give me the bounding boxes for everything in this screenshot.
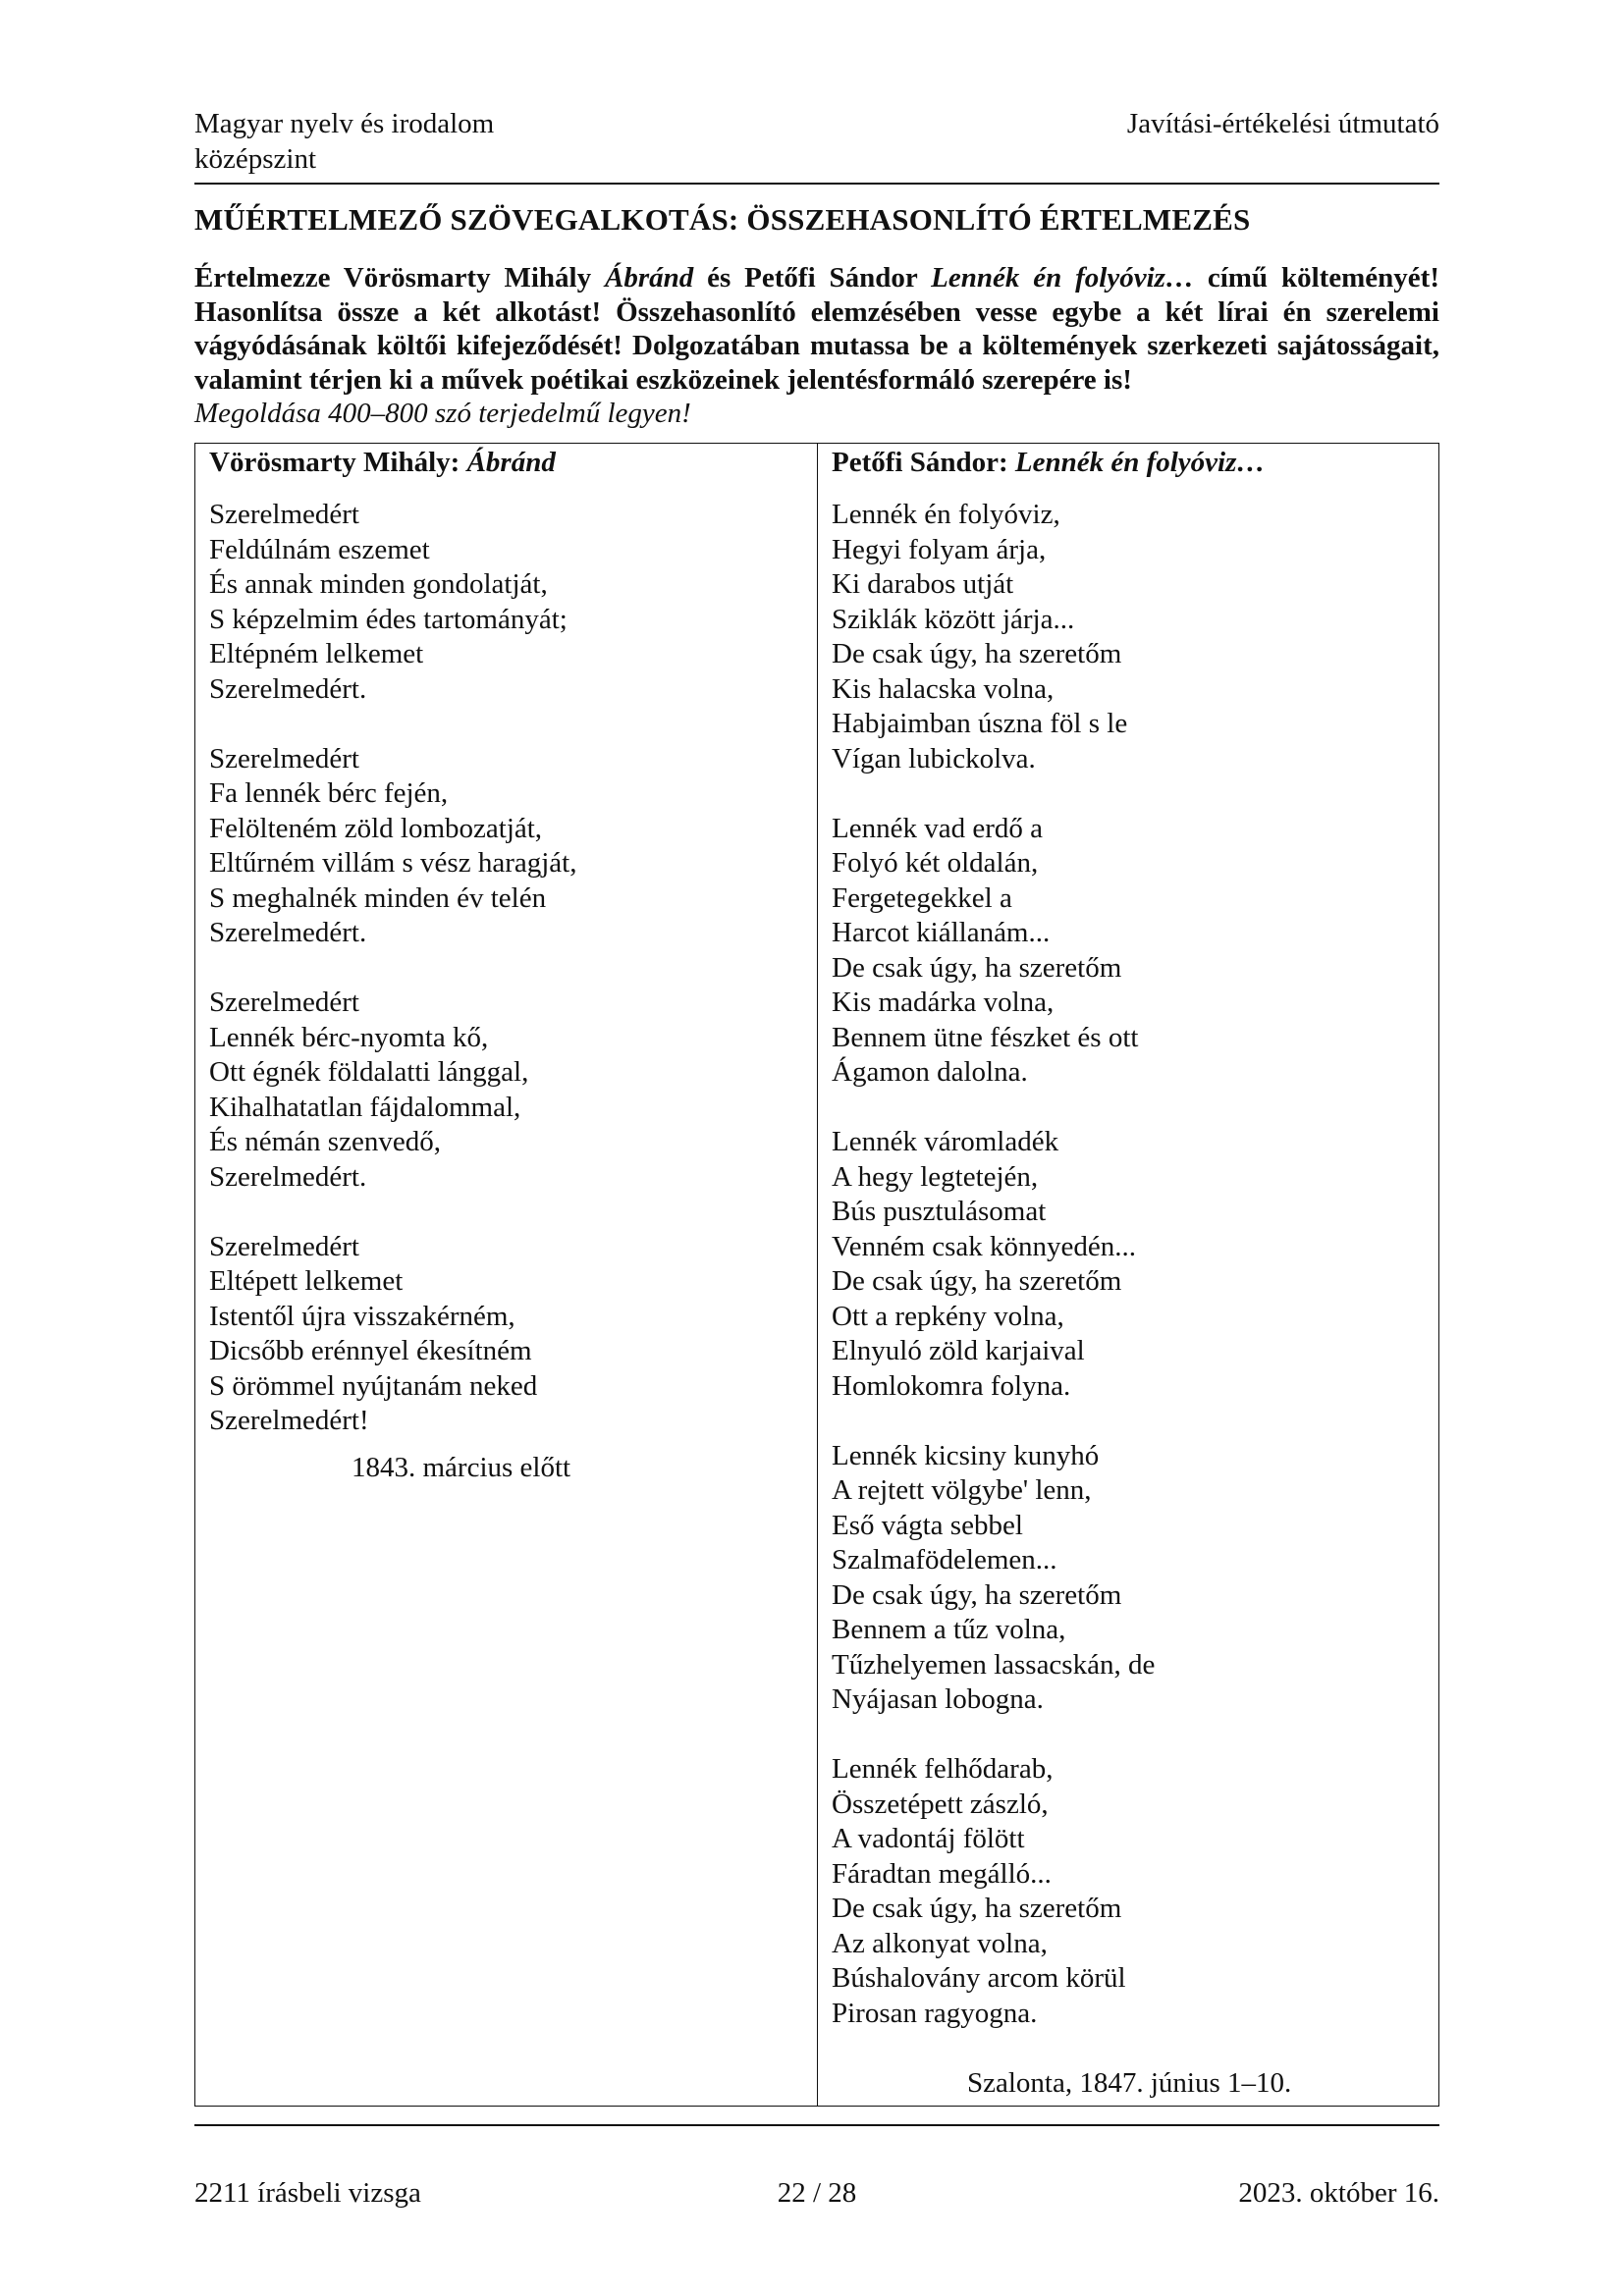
poem-line: De csak úgy, ha szeretőm [832, 951, 1122, 984]
poem-line: Bús pusztulásomat [832, 1196, 1047, 1227]
poem-line: Vígan lubickolva. [832, 742, 1036, 774]
poem-line: Tűzhelyemen lassacskán, de [832, 1648, 1156, 1681]
poem-line: Szerelmedért [209, 1230, 359, 1262]
poem-line: Eltépném lelkemet [209, 638, 424, 669]
header-subject: Magyar nyelv és irodalom [194, 108, 495, 139]
poem-line: Venném csak könnyedén... [832, 1230, 1137, 1262]
poem-line: Búshalovány arcom körül [832, 1962, 1126, 1994]
poem-line: Ki darabos utját [832, 568, 1014, 600]
poem-line: Pirosan ragyogna. [832, 1997, 1038, 2029]
footer-divider [194, 2124, 1439, 2126]
poem-line: S meghalnék minden év telén [209, 881, 547, 914]
poem-line: De csak úgy, ha szeretőm [832, 1893, 1122, 1924]
header-left [194, 106, 494, 177]
poem-line: A vadontáj fölött [832, 1823, 1025, 1854]
header-guide: Javítási-értékelési útmutató [1126, 108, 1439, 139]
poem-line: Habjaimban úszna föl s le [832, 708, 1128, 739]
poem-line: Lennék én folyóviz, [832, 499, 1060, 530]
poem-line: Ott égnék földalatti lánggal, [209, 1056, 529, 1088]
poem-line: Sziklák között járja... [832, 603, 1075, 635]
poem-stanza [209, 1230, 803, 1439]
page-footer [194, 2175, 1439, 2211]
poem-line: Szerelmedért [209, 499, 359, 530]
poem-line: Hegyi folyam árja, [832, 533, 1047, 565]
poem-date: Szalonta, 1847. június 1–10. [967, 2067, 1292, 2099]
poem-line: Fergetegekkel a [832, 881, 1012, 914]
poem-stanza [209, 742, 803, 951]
poem-line: Ágamon dalolna. [832, 1056, 1028, 1088]
poem-line: És annak minden gondolatját, [209, 568, 548, 600]
poem-body [832, 498, 1425, 2031]
task-text-1: Értelmezze Vörösmarty Mihály [194, 262, 605, 294]
poem-title: Lennék én folyóviz… [1014, 446, 1266, 478]
poem-line: Szerelmedért. [209, 1160, 367, 1193]
poem-line: Folyó két oldalán, [832, 847, 1039, 879]
poem-line: Szerelmedért [209, 742, 359, 774]
poem-line: Összetépett zászló, [832, 1788, 1049, 1820]
poem-line: Lennék váromladék [832, 1126, 1059, 1157]
task-length-note: Megoldása 400–800 szó terjedelmű legyen! [194, 398, 691, 429]
poem-stanza [209, 498, 803, 707]
poem-line: Lennék bérc-nyomta kő, [209, 1021, 489, 1053]
poem-line: Lennék kicsiny kunyhó [832, 1439, 1100, 1471]
task-work-2: Lennék én folyóviz… [931, 262, 1194, 294]
poem-line: Felölteném zöld lombozatját, [209, 812, 543, 844]
task-text-2: és Petőfi Sándor [693, 262, 932, 294]
poem-line: Feldúlnám eszemet [209, 533, 430, 565]
poem-line: Kis halacska volna, [832, 672, 1055, 705]
footer-exam: 2211 írásbeli vizsga [194, 2177, 421, 2209]
poem-line: Bennem a tűz volna, [832, 1614, 1066, 1645]
task-description [194, 261, 1439, 431]
poem-stanza [832, 1752, 1425, 2031]
poem-line: Dicsőbb erénnyel ékesítném [209, 1335, 532, 1366]
poem-line: Kis madárka volna, [832, 987, 1055, 1018]
poem-column-vorosmarty [195, 443, 818, 2106]
poem-line: Szerelmedért. [209, 672, 367, 705]
poem-line: De csak úgy, ha szeretőm [832, 1578, 1122, 1611]
poem-line: Fáradtan megálló... [832, 1857, 1052, 1890]
poem-line: Fa lennék bérc fején, [209, 777, 449, 809]
footer-date: 2023. október 16. [1238, 2177, 1439, 2209]
poem-line: Nyájasan lobogna. [832, 1683, 1044, 1715]
poem-stanza [832, 498, 1425, 776]
footer-page-number: 22 / 28 [777, 2177, 857, 2209]
poem-line: S képzelmim édes tartományát; [209, 603, 568, 635]
poems-table [194, 443, 1439, 2107]
poem-line: Lennék vad erdő a [832, 812, 1043, 844]
poem-line: Eltűrném villám s vész haragját, [209, 847, 577, 879]
poem-line: Szerelmedért [209, 987, 359, 1018]
header-level: középszint [194, 143, 317, 175]
poem-line: Szerelmedért! [209, 1405, 369, 1436]
poem-body [209, 498, 803, 1439]
poem-line: Az alkonyat volna, [832, 1927, 1048, 1959]
task-work-1: Ábránd [604, 262, 694, 294]
poem-line: Lennék felhődarab, [832, 1753, 1054, 1785]
poem-stanza [832, 1439, 1425, 1718]
poem-line: Istentől újra visszakérném, [209, 1300, 515, 1332]
spacer [832, 480, 1425, 498]
poem-line: A rejtett völgybe' lenn, [832, 1474, 1092, 1506]
poem-line: És némán szenvedő, [209, 1126, 441, 1157]
poem-column-petofi [818, 443, 1439, 2106]
poem-stanza [209, 986, 803, 1195]
poem-author: Petőfi Sándor: [832, 446, 1015, 478]
poem-title: Ábránd [466, 446, 556, 478]
poem-author: Vörösmarty Mihály: [209, 446, 467, 478]
poem-line: Elnyuló zöld karjaival [832, 1335, 1085, 1366]
page-header [194, 106, 1439, 177]
poem-stanza [832, 1125, 1425, 1404]
poem-line: Eső vágta sebbel [832, 1509, 1023, 1541]
page [194, 106, 1439, 2107]
poem-line: De csak úgy, ha szeretőm [832, 1265, 1122, 1297]
poem-line: A hegy legtetején, [832, 1160, 1039, 1193]
poem-date: 1843. március előtt [352, 1451, 571, 1483]
poem-line: Kihalhatatlan fájdalommal, [209, 1091, 521, 1123]
poem-line: De csak úgy, ha szeretőm [832, 638, 1122, 669]
task-text-3: című költeményét! Hasonlítsa össze a két alkotást! Összehasonlító elemzésében vesse egybe a két lírai én szerelemi vágyódásának költői kifejeződését! Dolgozatában mutassa be a költemények szerkezeti sajátosságait, valamint térjen ki a művek poétikai eszközeinek jelentésformáló szerepére is! [194, 262, 1439, 396]
poem-line: Homlokomra folyna. [832, 1369, 1071, 1402]
poem-line: Ott a repkény volna, [832, 1300, 1064, 1332]
poem-heading [832, 444, 1425, 481]
poem-heading [209, 444, 803, 481]
section-title: MŰÉRTELMEZŐ SZÖVEGALKOTÁS: ÖSSZEHASONLÍTÓ ÉRTELMEZÉS [194, 202, 1251, 237]
spacer [209, 480, 803, 498]
poem-line: Bennem ütne fészket és ott [832, 1021, 1139, 1053]
poem-line: Szerelmedért. [209, 917, 367, 948]
poem-line: Eltépett lelkemet [209, 1265, 404, 1297]
poem-line: S örömmel nyújtanám neked [209, 1369, 538, 1402]
poem-stanza [832, 812, 1425, 1091]
poem-line: Harcot kiállanám... [832, 917, 1051, 948]
poem-line: Szalmafödelemen... [832, 1544, 1057, 1575]
header-divider [194, 183, 1439, 185]
